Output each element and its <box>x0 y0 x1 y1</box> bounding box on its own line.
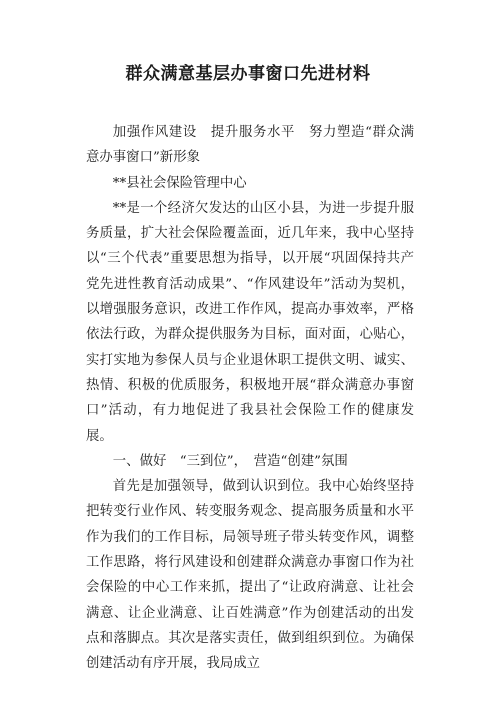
section-heading-1: 一、做好 “三到位”， 营造“创建”氛围 <box>112 453 348 469</box>
document-title: 群众满意基层办事窗口先进材料 <box>125 64 371 84</box>
document-body <box>86 120 414 677</box>
body-paragraph: 首先是加强领导，做到认识到位。我中心始终坚持把转变行业作风、转变服务观念、提高服务质量和水平作为我们的工作目标，局领导班子带头转变作风，调整工作思路，将行风建设和创建群众满意办事窗口作为社会保险的中心工作来抓，提出了“让政府满意、让社会满意、让企业满意、让百姓满意”作为创建活动的出发点和落脚点。其次是落实责任，做到组织到位。为确保创建活动有序开展，我局成立 <box>86 479 414 672</box>
organization-paragraph: **县社会保险管理中心 <box>112 175 247 191</box>
subtitle-paragraph: 加强作风建设 提升服务水平 努力塑造“群众满意办事窗口”新形象 <box>86 125 414 166</box>
intro-paragraph: **是一个经济欠发达的山区小县，为进一步提升服务质量，扩大社会保险覆盖面，近几年来，我中心坚持以“三个代表”重要思想为指导，以开展“巩固保持共产党先进性教育活动成果”、“作风建设年”活动为契机，以增强服务意识，改进工作作风，提高办事效率，严格依法行政，为群众提供服务为目标，面对面，心贴心，实打实地为参保人员与企业退休职工提供文明、诚实、热情、积极的优质服务，积极地开展“群众满意办事窗口”活动，有力地促进了我县社会保险工作的健康发展。 <box>86 200 414 444</box>
